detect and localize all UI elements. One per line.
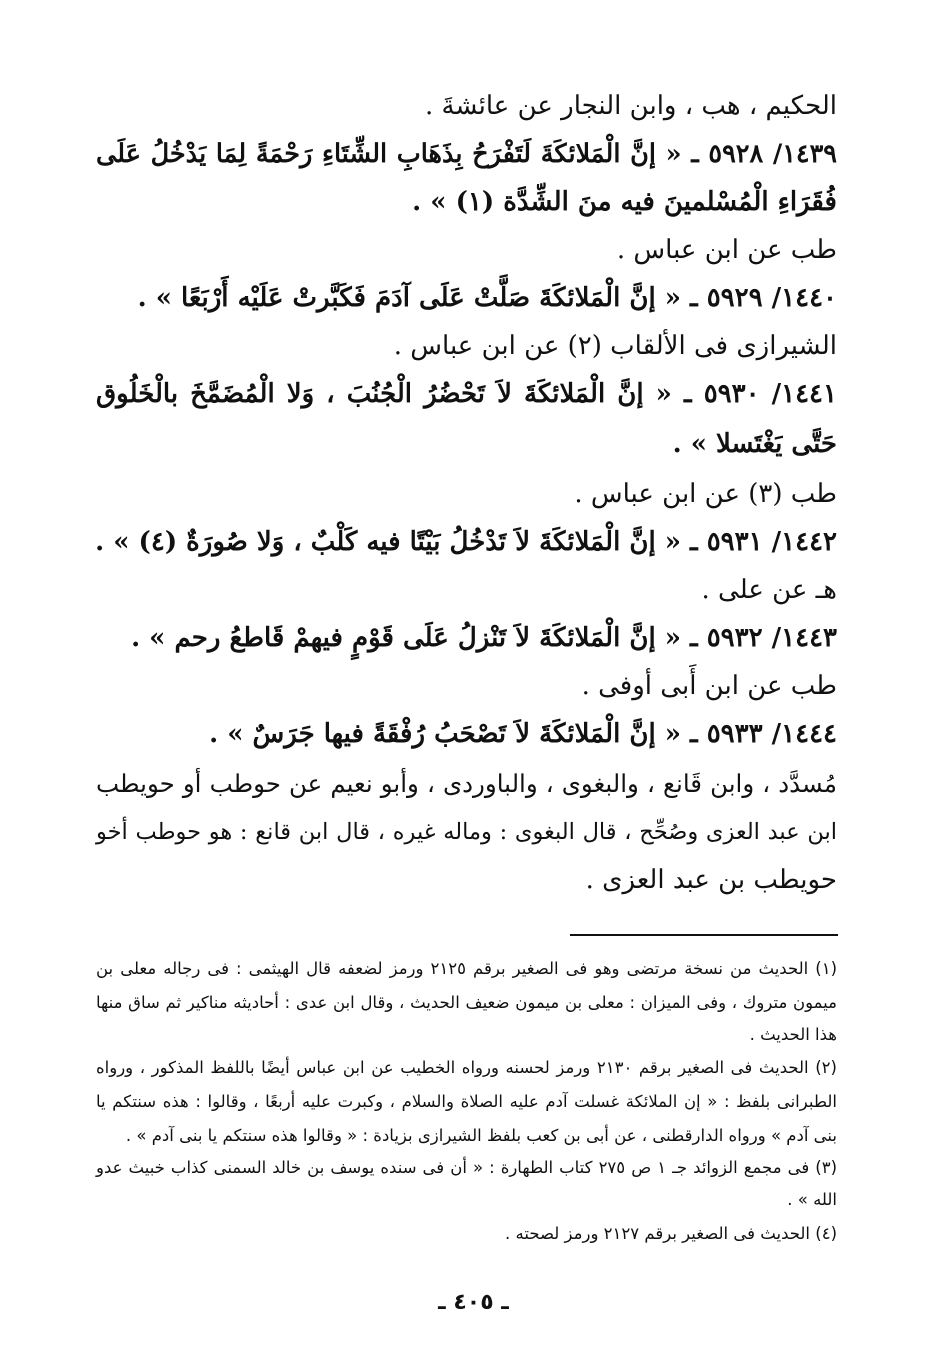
footnote-3-line-2: الله » . bbox=[787, 1190, 837, 1209]
footnote-1-line-3: هذا الحديث . bbox=[749, 1025, 837, 1044]
body-line-source: مُسدَّد ، وابن قَانع ، والبغوى ، والباوردى ، وأبو نعيم عن حوطب أو حويطب bbox=[96, 769, 837, 798]
hadith-1441-line-2: حَتَّى يَغْتَسلا » . bbox=[672, 429, 837, 459]
footnote-2-line-3: بنى آدم » ورواه الدارقطنى ، عن أبى بن كعب بلفظ الشيرازى بزيادة : « وقالوا هذه سنتكم يا بنى آدم » . bbox=[125, 1126, 837, 1145]
hadith-1443: ١٤٤٣/ ٥٩٣٢ ـ « إنَّ الْمَلائكَةَ لاَ تَنْزلُ عَلَى قَوْمٍ فيهمْ قَاطعُ رحم » . bbox=[131, 623, 837, 653]
body-line-source: طب عن ابن أَبى أوفى . bbox=[581, 671, 837, 701]
hadith-1439-line-2: فُقَرَاءِ الْمُسْلمينَ فيه منَ الشِّدَّة (١) » . bbox=[412, 187, 837, 217]
hadith-1439-line-1: ١٤٣٩/ ٥٩٢٨ ـ « إنَّ الْمَلائكَةَ لَتَفْرَحُ بِذَهَابِ الشِّتَاءِ رَحْمَةً لِمَا يَدْخُلُ عَلَى bbox=[96, 139, 837, 169]
hadith-1442: ١٤٤٢/ ٥٩٣١ ـ « إنَّ الْمَلائكَةَ لاَ تَدْخُلُ بَيْتًا فيه كَلْبٌ ، وَلا صُورَةٌ (٤) » . bbox=[95, 527, 837, 557]
hadith-1440: ١٤٤٠/ ٥٩٢٩ ـ « إنَّ الْمَلائكَةَ صَلَّتْ عَلَى آدَمَ فَكَبَّرتْ عَلَيْه أَرْبَعًا » . bbox=[137, 283, 837, 313]
body-line-source: حويطب بن عبد العزى . bbox=[585, 865, 837, 895]
footnote-1-line-1: (١) الحديث من نسخة مرتضى وهو فى الصغير برقم ٢١٢٥ ورمز لضعفه قال الهيثمى : فى رجاله معلى بن bbox=[96, 959, 837, 978]
body-line-source: ابن عبد العزى وصُحِّح ، قال البغوى : وماله غيره ، قال ابن قانع : هو حوطب أخو bbox=[96, 819, 837, 845]
footnote-1-line-2: ميمون متروك ، وفى الميزان : معلى بن ميمون ضعيف الحديث ، وقال ابن عدى : أحاديثه مناكير ثم ساق منها bbox=[96, 993, 837, 1012]
body-line-source: هـ عن على . bbox=[701, 575, 837, 605]
page-number: ـ ٤٠٥ ـ bbox=[438, 1290, 509, 1315]
hadith-1441-line-1: ١٤٤١/ ٥٩٣٠ ـ « إنَّ الْمَلائكَةَ لاَ تَحْضُرُ الْجُنُبَ ، وَلا الْمُضَمَّخَ بالْخَلُوق bbox=[96, 379, 837, 409]
body-line-source: الحكيم ، هب ، وابن النجار عن عائشةَ . bbox=[424, 91, 837, 121]
footnote-separator bbox=[570, 934, 838, 936]
hadith-1444: ١٤٤٤/ ٥٩٣٣ ـ « إنَّ الْمَلائكَةَ لاَ تَصْحَبُ رُفْقَةً فيها جَرَسٌ » . bbox=[209, 719, 837, 749]
footnote-4: (٤) الحديث فى الصغير برقم ٢١٢٧ ورمز لصحته . bbox=[505, 1224, 837, 1243]
footnote-2-line-1: (٢) الحديث فى الصغير برقم ٢١٣٠ ورمز لحسنه ورواه الخطيب عن ابن عباس أيضًا باللفظ المذكور ، ورواه bbox=[96, 1058, 837, 1077]
body-line-source: طب عن ابن عباس . bbox=[616, 235, 837, 265]
footnote-3-line-1: (٣) فى مجمع الزوائد جـ ١ ص ٢٧٥ كتاب الطهارة : « أن فى سنده يوسف بن خالد السمنى كذاب خبيث عدو bbox=[96, 1158, 837, 1177]
body-line-source: الشيرازى فى الألقاب (٢) عن ابن عباس . bbox=[393, 331, 837, 361]
body-line-source: طب (٣) عن ابن عباس . bbox=[574, 479, 837, 509]
footnote-2-line-2: الطبرانى بلفظ : « إن الملائكة غسلت آدم عليه الصلاة والسلام ، وكبرت عليه أربعًا ، وقالوا : هذه سنتكم يا bbox=[96, 1092, 837, 1111]
